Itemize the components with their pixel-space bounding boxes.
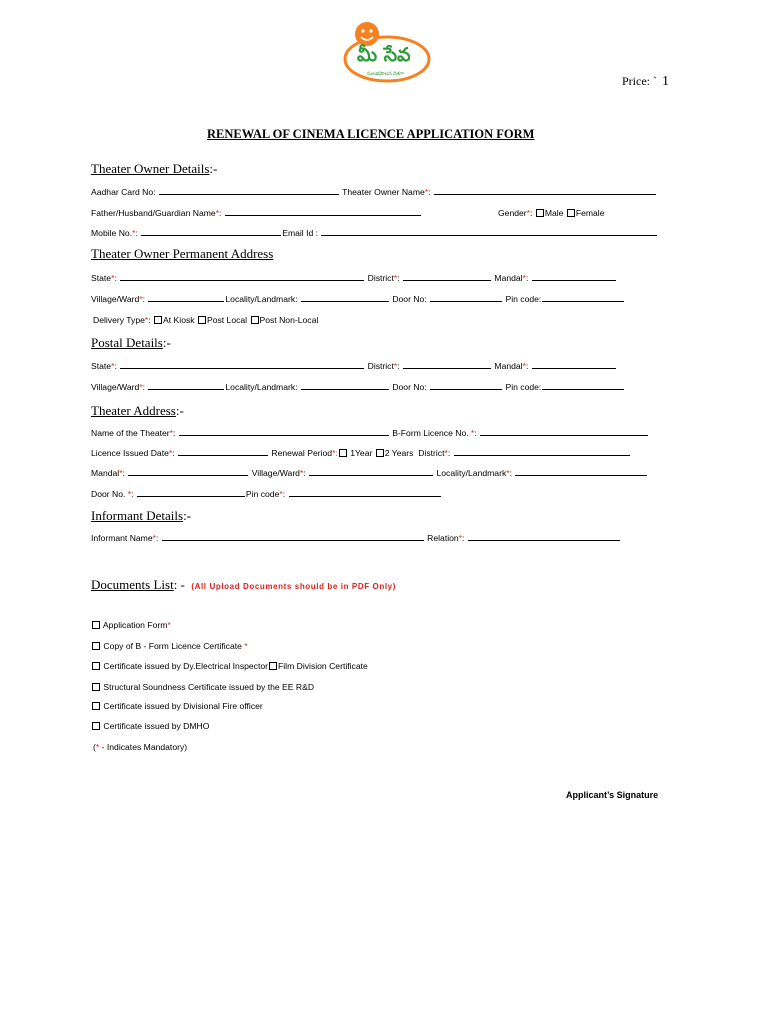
heading-suffix: :-: [175, 403, 184, 418]
colon: :: [114, 361, 117, 371]
period-label: Renewal Period: [271, 448, 333, 458]
colon: :: [397, 361, 400, 371]
female-label: Female: [575, 208, 605, 218]
doc-checkbox[interactable]: [92, 621, 100, 629]
doc-label: Copy of B - Form Licence Certificate: [103, 641, 242, 651]
perm-pin-field[interactable]: [542, 294, 624, 302]
postal-pin-field[interactable]: [542, 382, 624, 390]
theater-name-row: [91, 428, 649, 438]
doc-label: Certificate issued by Dy.Electrical Inspector: [103, 661, 269, 671]
perm-state-row: [91, 273, 617, 283]
perm-village-field[interactable]: [148, 294, 224, 302]
door-label: Door No.: [91, 489, 126, 499]
pin-label: Pin code:: [505, 382, 542, 392]
colon: :: [142, 382, 145, 392]
colon: :: [303, 468, 306, 478]
colon: :: [131, 489, 134, 499]
mobile-label: Mobile No.: [91, 228, 133, 238]
post-nonlocal-label: Post Non-Local: [259, 315, 319, 325]
owner-name-label: Theater Owner Name: [342, 187, 425, 197]
theater-name-field[interactable]: [179, 428, 389, 436]
mandatory-note: [93, 742, 187, 752]
state-label: State: [91, 273, 112, 283]
required-mark: *:: [332, 448, 338, 458]
signature-label: Applicant’s Signature: [566, 790, 659, 800]
colon: :: [135, 228, 138, 238]
heading-suffix: :-: [183, 508, 192, 523]
perm-locality-field[interactable]: [301, 294, 389, 302]
village-label: Village/Ward: [91, 294, 140, 304]
section-heading: Documents List: [91, 577, 174, 592]
district-label: District: [367, 361, 394, 371]
logo-subtext: సులభపాలన దిశగా: [367, 71, 405, 77]
post-local-checkbox[interactable]: [198, 316, 206, 324]
price: [622, 74, 669, 90]
mandal-row: [91, 468, 648, 478]
email-label: Email Id :: [282, 228, 319, 238]
relation-field[interactable]: [468, 533, 620, 541]
issued-label: Licence Issued Date: [91, 448, 169, 458]
colon: :: [114, 273, 117, 283]
colon: :: [474, 428, 477, 438]
perm-district-field[interactable]: [403, 273, 491, 281]
email-field[interactable]: [321, 228, 657, 236]
doc-label: Application Form: [102, 620, 168, 630]
post-local-label: Post Local: [206, 315, 248, 325]
section-documents-list: [91, 576, 396, 594]
required-mark: *: [393, 273, 398, 283]
gender-row: [498, 208, 605, 218]
doc-item: [91, 721, 209, 731]
mandal-label: Mandal: [91, 468, 120, 478]
aadhar-field[interactable]: [159, 187, 339, 195]
doc-item: [91, 701, 263, 711]
locality-label: Locality/Landmark: [436, 468, 507, 478]
required-mark: *: [526, 208, 531, 218]
colon: :: [155, 533, 159, 543]
required-mark: *: [167, 620, 171, 630]
perm-village-row: [91, 294, 625, 304]
doc-label: Structural Soundness Certificate issued by the EE R&D: [103, 682, 315, 692]
colon: :: [397, 273, 400, 283]
perm-state-field[interactable]: [120, 273, 364, 281]
colon: :: [282, 489, 286, 499]
postal-door-field[interactable]: [430, 382, 502, 390]
required-mark: *: [132, 228, 136, 238]
mandal-label: Mandal: [494, 361, 523, 371]
aadhar-row: [91, 187, 657, 197]
doc-checkbox[interactable]: [269, 662, 277, 670]
colon: :: [122, 468, 125, 478]
male-label: Male: [544, 208, 564, 218]
gender-label: Gender: [498, 208, 527, 218]
section-heading: Theater Owner Details: [91, 161, 210, 176]
pin-label: Pin code:: [505, 294, 542, 304]
two-years-checkbox[interactable]: [376, 449, 384, 457]
licence-row: [91, 448, 631, 458]
aadhar-label: Aadhar Card No:: [91, 187, 156, 197]
pdf-note: (All Upload Documents should be in PDF Only): [191, 582, 396, 591]
doc-item: [91, 682, 314, 692]
colon: :: [525, 273, 529, 283]
door-row: [91, 489, 442, 499]
doc-item: [91, 620, 171, 630]
doc-item: [91, 661, 368, 671]
postal-locality-field[interactable]: [301, 382, 389, 390]
doc-checkbox[interactable]: [92, 702, 100, 710]
required-mark: *: [169, 428, 174, 438]
required-mark: *: [215, 208, 220, 218]
required-mark: *: [144, 315, 149, 325]
colon: :: [173, 428, 176, 438]
one-year-checkbox[interactable]: [339, 449, 347, 457]
required-mark: *: [424, 187, 429, 197]
doc-checkbox[interactable]: [92, 683, 100, 691]
district-label: District: [418, 448, 445, 458]
theater-pin-field[interactable]: [289, 489, 441, 497]
two-years-label: 2 Years: [384, 448, 414, 458]
perm-mandal-field[interactable]: [532, 273, 616, 281]
mobile-field[interactable]: [141, 228, 281, 236]
price-label: Price:: [622, 74, 650, 88]
colon: :: [428, 187, 431, 197]
doc-checkbox[interactable]: [92, 722, 100, 730]
perm-door-field[interactable]: [430, 294, 502, 302]
theater-district-field[interactable]: [454, 448, 630, 456]
colon: :: [148, 315, 151, 325]
heading-suffix: : -: [173, 577, 185, 592]
required-mark: *: [522, 361, 526, 371]
colon: :: [447, 448, 451, 458]
required-mark: *: [279, 489, 283, 499]
male-checkbox[interactable]: [536, 209, 544, 217]
required-mark: *: [506, 468, 510, 478]
required-mark: *: [152, 533, 156, 543]
postal-village-field[interactable]: [148, 382, 224, 390]
required-mark: *: [95, 742, 100, 752]
required-mark: *: [458, 533, 463, 543]
postal-state-row: [91, 361, 617, 371]
owner-name-field[interactable]: [434, 187, 656, 195]
theater-village-field[interactable]: [309, 468, 433, 476]
bform-field[interactable]: [480, 428, 648, 436]
one-year-label: 1Year: [350, 448, 373, 458]
informant-name-label: Informant Name: [91, 533, 153, 543]
required-mark: *: [299, 468, 304, 478]
theater-door-field[interactable]: [137, 489, 245, 497]
meeseva-logo: [337, 14, 437, 89]
required-mark: *: [393, 361, 398, 371]
mandatory-text: - Indicates Mandatory): [101, 742, 188, 752]
bform-label: B-Form Licence No.: [392, 428, 469, 438]
section-heading: Postal Details: [91, 335, 163, 350]
at-kiosk-label: At Kiosk: [163, 315, 195, 325]
required-mark: *: [139, 294, 143, 304]
colon: :: [219, 208, 222, 218]
delivery-label: Delivery Type: [93, 315, 145, 325]
pin-label: Pin code: [245, 489, 280, 499]
required-mark: *: [111, 361, 115, 371]
required-mark: *: [139, 382, 143, 392]
doc-label: Certificate issued by DMHO: [103, 721, 210, 731]
relation-row: [91, 208, 422, 218]
doc-checkbox[interactable]: [92, 662, 100, 670]
postal-district-field[interactable]: [403, 361, 491, 369]
post-nonlocal-checkbox[interactable]: [251, 316, 259, 324]
district-label: District: [367, 273, 394, 283]
theater-mandal-field[interactable]: [128, 468, 248, 476]
price-value: 1: [662, 74, 669, 89]
mobile-row: [91, 228, 658, 238]
colon: :: [509, 468, 512, 478]
doc-item: [91, 641, 248, 651]
colon: :: [142, 294, 145, 304]
mandal-label: Mandal: [494, 273, 523, 283]
postal-mandal-field[interactable]: [532, 361, 616, 369]
at-kiosk-checkbox[interactable]: [154, 316, 162, 324]
postal-state-field[interactable]: [120, 361, 364, 369]
form-title: RENEWAL OF CINEMA LICENCE APPLICATION FORM: [207, 127, 535, 141]
paren: (: [93, 742, 96, 752]
door-label: Door No:: [392, 382, 427, 392]
relation-name-label: Father/Husband/Guardian Name: [91, 208, 216, 218]
colon: :: [462, 533, 465, 543]
colon: :: [530, 208, 533, 218]
required-mark: *: [471, 428, 475, 438]
section-informant-details: [91, 507, 191, 525]
section-postal-details: [91, 334, 171, 352]
required-mark: *: [111, 273, 115, 283]
delivery-row: [93, 315, 318, 325]
relation-label: Relation: [427, 533, 459, 543]
price-symbol: `: [653, 74, 657, 88]
issued-field[interactable]: [178, 448, 268, 456]
door-label: Door No:: [392, 294, 427, 304]
required-mark: *: [522, 273, 526, 283]
informant-row: [91, 533, 621, 543]
theater-locality-field[interactable]: [515, 468, 647, 476]
required-mark: *: [168, 448, 173, 458]
required-mark: *: [244, 641, 248, 651]
doc-checkbox[interactable]: [92, 642, 100, 650]
doc-label: Certificate issued by Divisional Fire officer: [103, 701, 263, 711]
informant-name-field[interactable]: [162, 533, 424, 541]
colon: :: [172, 448, 175, 458]
theater-name-label: Name of the Theater: [91, 428, 170, 438]
doc-label: Film Division Certificate: [278, 661, 368, 671]
section-heading: Theater Address: [91, 403, 176, 418]
colon: :: [525, 361, 529, 371]
heading-suffix: :-: [162, 335, 171, 350]
postal-village-row: [91, 382, 625, 392]
village-label: Village/Ward: [91, 382, 140, 392]
section-heading: Informant Details: [91, 508, 184, 523]
section-owner-details: [91, 160, 217, 178]
locality-label: Locality/Landmark:: [225, 294, 298, 304]
section-theater-address: [91, 402, 184, 420]
section-permanent-address: Theater Owner Permanent Address: [91, 246, 274, 261]
required-mark: *: [119, 468, 123, 478]
female-checkbox[interactable]: [567, 209, 575, 217]
heading-suffix: :-: [209, 161, 218, 176]
logo-text: మీ సేవ: [357, 44, 411, 66]
state-label: State: [91, 361, 112, 371]
locality-label: Locality/Landmark:: [225, 382, 298, 392]
required-mark: *: [127, 489, 132, 499]
required-mark: *: [444, 448, 448, 458]
village-label: Village/Ward: [251, 468, 300, 478]
relation-name-field[interactable]: [225, 208, 421, 216]
